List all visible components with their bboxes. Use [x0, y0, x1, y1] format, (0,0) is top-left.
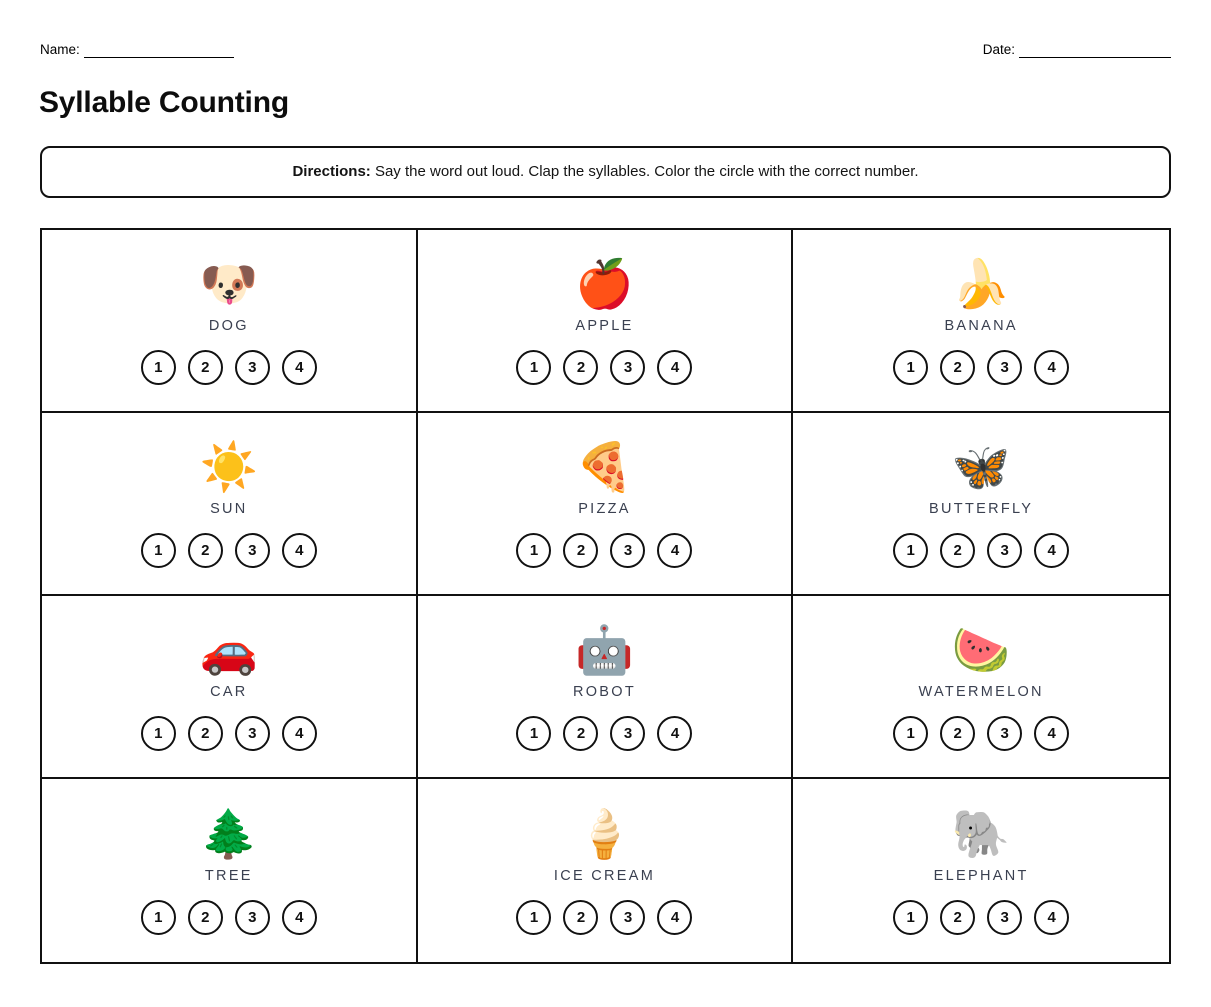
word-cell: [418, 230, 794, 413]
student-info-row: [40, 36, 1171, 58]
word-grid: [40, 228, 1171, 964]
syllable-option-4[interactable]: 4: [282, 533, 317, 568]
syllable-option-4[interactable]: 4: [282, 350, 317, 385]
syllable-option-4[interactable]: 4: [282, 900, 317, 935]
syllable-option-1[interactable]: 1: [516, 350, 551, 385]
word-cell: [793, 779, 1169, 962]
butterfly-icon: 🦋: [951, 439, 1011, 493]
syllable-option-1[interactable]: 1: [141, 716, 176, 751]
word-label: PIZZA: [578, 500, 631, 517]
syllable-option-1[interactable]: 1: [893, 900, 928, 935]
ice-cream-icon: 🍦: [575, 806, 634, 860]
syllable-option-4[interactable]: 4: [657, 900, 692, 935]
word-cell: [42, 596, 418, 779]
syllable-option-1[interactable]: 1: [141, 533, 176, 568]
directions-label: Directions:: [292, 163, 371, 180]
syllable-option-1[interactable]: 1: [516, 533, 551, 568]
syllable-options: [516, 716, 692, 751]
syllable-options: [893, 900, 1069, 935]
word-cell: [42, 230, 418, 413]
syllable-option-1[interactable]: 1: [141, 900, 176, 935]
page-title: Syllable Counting: [39, 86, 289, 119]
syllable-option-1[interactable]: 1: [893, 350, 928, 385]
syllable-option-4[interactable]: 4: [657, 533, 692, 568]
syllable-options: [141, 533, 317, 568]
directions-body: Say the word out loud. Clap the syllables. Color the circle with the correct number.: [370, 163, 919, 180]
apple-icon: 🍎: [575, 256, 634, 310]
tree-icon: 🌲: [199, 806, 259, 860]
directions-box: [40, 146, 1171, 198]
syllable-options: [141, 350, 317, 385]
syllable-option-3[interactable]: 3: [987, 533, 1022, 568]
elephant-icon: 🐘: [951, 806, 1011, 860]
name-field[interactable]: [40, 42, 234, 58]
word-label: WATERMELON: [918, 683, 1044, 700]
date-label: Date:: [982, 42, 1015, 57]
dog-face-icon: 🐶: [199, 256, 259, 310]
syllable-options: [893, 533, 1069, 568]
word-cell: [418, 413, 794, 596]
sun-icon: ☀️: [199, 439, 259, 493]
syllable-options: [516, 533, 692, 568]
word-cell: [418, 596, 794, 779]
syllable-options: [516, 900, 692, 935]
syllable-options: [893, 350, 1069, 385]
syllable-option-1[interactable]: 1: [141, 350, 176, 385]
word-cell: [42, 779, 418, 962]
syllable-option-3[interactable]: 3: [610, 716, 645, 751]
syllable-option-3[interactable]: 3: [610, 350, 645, 385]
syllable-options: [516, 350, 692, 385]
syllable-option-3[interactable]: 3: [610, 533, 645, 568]
name-label: Name:: [40, 42, 80, 57]
syllable-option-2[interactable]: 2: [188, 900, 223, 935]
syllable-option-3[interactable]: 3: [610, 900, 645, 935]
syllable-option-1[interactable]: 1: [893, 716, 928, 751]
word-label: SUN: [210, 500, 248, 517]
watermelon-icon: 🍉: [951, 622, 1011, 676]
word-label: ICE CREAM: [553, 867, 656, 884]
word-label: ROBOT: [572, 683, 637, 700]
date-write-line[interactable]: [1019, 45, 1171, 58]
syllable-option-1[interactable]: 1: [893, 533, 928, 568]
word-cell: [793, 596, 1169, 779]
car-icon: 🚗: [199, 622, 259, 676]
name-write-line[interactable]: [84, 45, 234, 58]
syllable-option-2[interactable]: 2: [188, 533, 223, 568]
word-label: BANANA: [944, 317, 1018, 334]
syllable-option-2[interactable]: 2: [188, 350, 223, 385]
syllable-options: [141, 900, 317, 935]
syllable-option-4[interactable]: 4: [1034, 900, 1069, 935]
syllable-option-1[interactable]: 1: [516, 900, 551, 935]
syllable-option-3[interactable]: 3: [235, 716, 270, 751]
syllable-option-4[interactable]: 4: [1034, 716, 1069, 751]
robot-icon: 🤖: [575, 622, 634, 676]
syllable-option-3[interactable]: 3: [987, 350, 1022, 385]
syllable-option-4[interactable]: 4: [657, 716, 692, 751]
syllable-option-2[interactable]: 2: [563, 716, 598, 751]
syllable-option-2[interactable]: 2: [188, 716, 223, 751]
syllable-options: [893, 716, 1069, 751]
banana-icon: 🍌: [951, 256, 1011, 310]
word-label: APPLE: [575, 317, 634, 334]
syllable-option-4[interactable]: 4: [1034, 533, 1069, 568]
syllable-option-3[interactable]: 3: [987, 716, 1022, 751]
syllable-option-3[interactable]: 3: [235, 350, 270, 385]
syllable-option-4[interactable]: 4: [1034, 350, 1069, 385]
word-cell: [793, 413, 1169, 596]
syllable-option-1[interactable]: 1: [516, 716, 551, 751]
word-label: DOG: [208, 317, 249, 334]
word-cell: [42, 413, 418, 596]
word-cell: [793, 230, 1169, 413]
syllable-option-2[interactable]: 2: [940, 350, 975, 385]
date-field[interactable]: [983, 42, 1171, 58]
pizza-icon: 🍕: [575, 439, 634, 493]
syllable-option-4[interactable]: 4: [282, 716, 317, 751]
syllable-option-3[interactable]: 3: [235, 533, 270, 568]
word-label: CAR: [210, 683, 248, 700]
syllable-options: [141, 716, 317, 751]
word-label: BUTTERFLY: [929, 500, 1034, 517]
syllable-option-2[interactable]: 2: [940, 716, 975, 751]
syllable-option-2[interactable]: 2: [563, 350, 598, 385]
syllable-option-3[interactable]: 3: [987, 900, 1022, 935]
word-label: TREE: [204, 867, 253, 884]
syllable-option-3[interactable]: 3: [235, 900, 270, 935]
syllable-option-2[interactable]: 2: [563, 533, 598, 568]
syllable-option-2[interactable]: 2: [940, 533, 975, 568]
word-label: ELEPHANT: [933, 867, 1029, 884]
syllable-option-4[interactable]: 4: [657, 350, 692, 385]
directions-text: [292, 162, 918, 182]
word-cell: [418, 779, 794, 962]
syllable-option-2[interactable]: 2: [940, 900, 975, 935]
syllable-option-2[interactable]: 2: [563, 900, 598, 935]
